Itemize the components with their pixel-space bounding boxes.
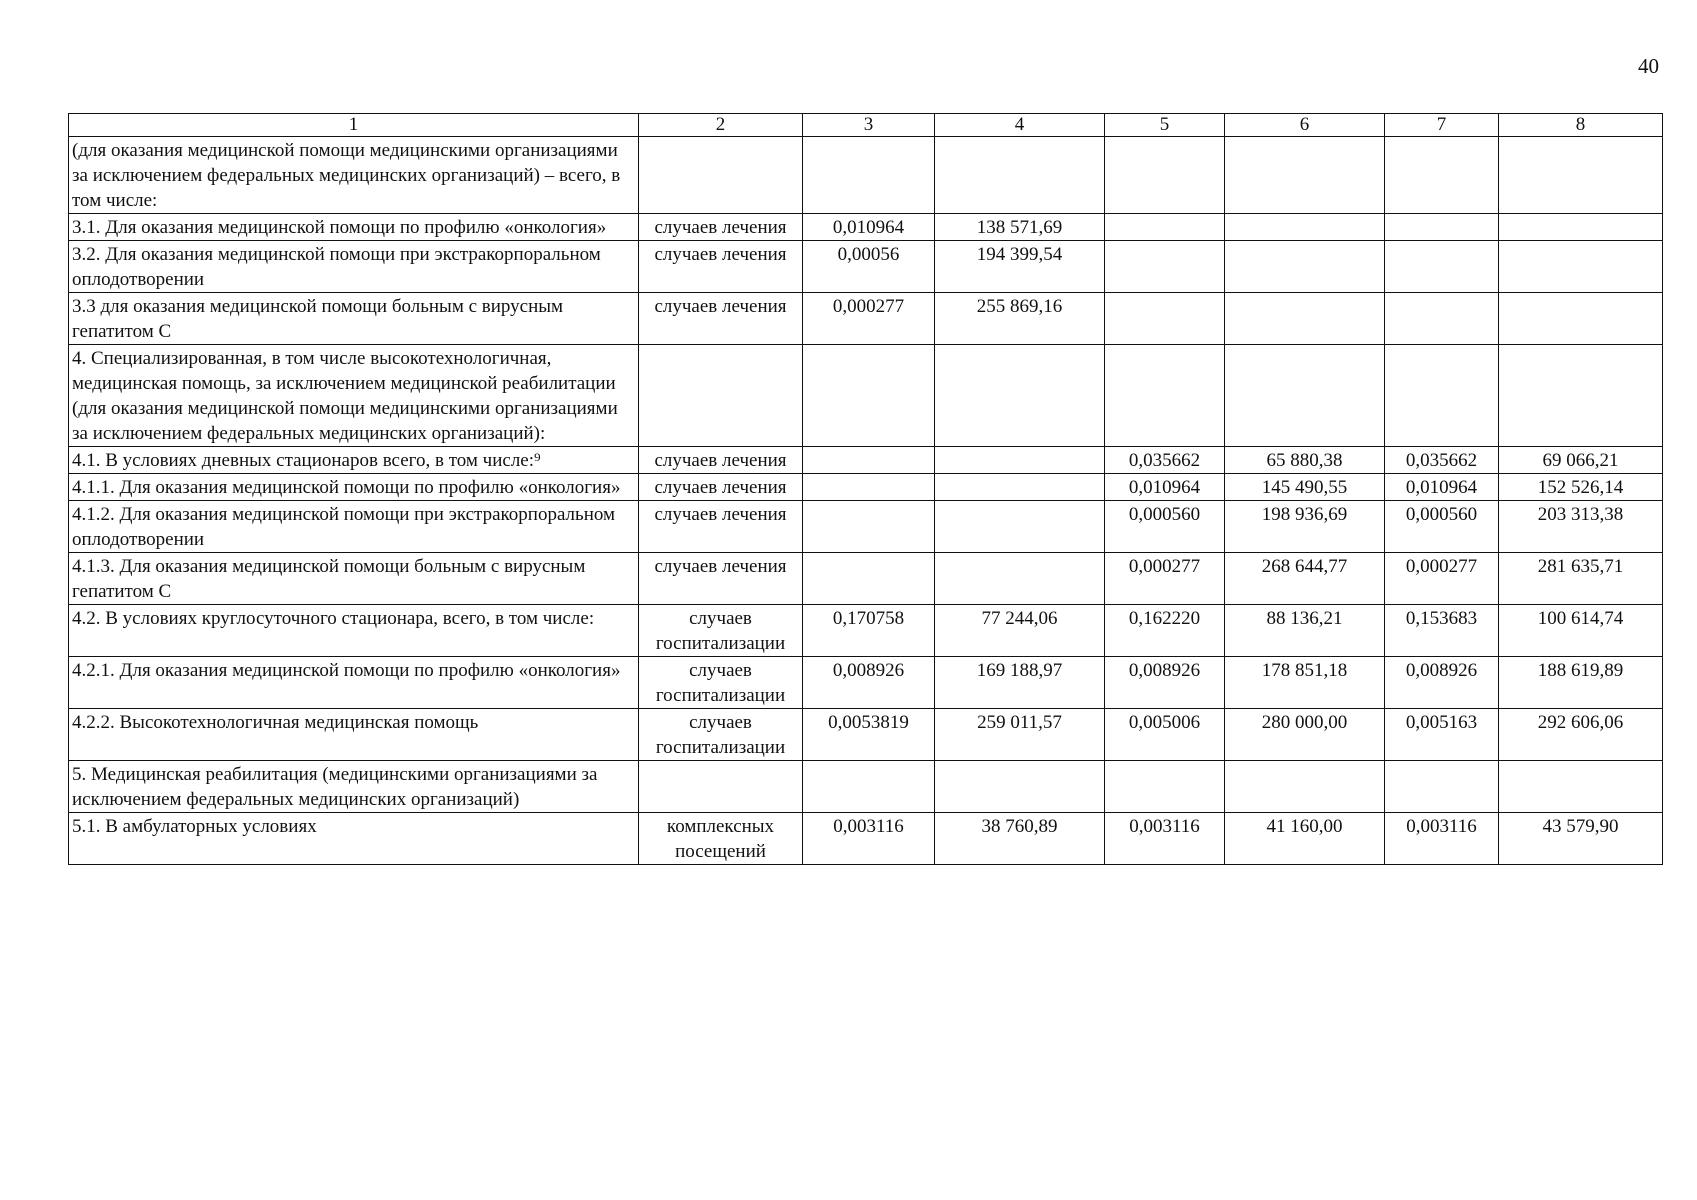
value-cell: 255 869,16 [935,293,1105,345]
value-cell: 0,010964 [1105,474,1225,501]
unit-cell [639,345,803,447]
value-cell [1499,137,1663,214]
row-label-cell: (для оказания медицинской помощи медицинскими организациями за исключением федеральных медицинских организаций) – всего, в том числе: [69,137,639,214]
value-cell: 88 136,21 [1225,605,1385,657]
table-row [69,345,1663,447]
table-row [69,501,1663,553]
page-number: 40 [1638,54,1659,78]
value-cell [1499,345,1663,447]
value-cell: 0,153683 [1385,605,1499,657]
value-cell [1499,241,1663,293]
value-cell: 280 000,00 [1225,709,1385,761]
row-label-cell: 3.3 для оказания медицинской помощи больным с вирусным гепатитом С [69,293,639,345]
row-label-cell: 4. Специализированная, в том числе высокотехнологичная, медицинская помощь, за исключением медицинской реабилитации (для оказания медицинской помощи медицинскими организациями за исключением федеральных медицинских организаций): [69,345,639,447]
table-row [69,137,1663,214]
value-cell: 0,008926 [1385,657,1499,709]
value-cell: 43 579,90 [1499,813,1663,865]
value-cell [1385,293,1499,345]
value-cell [1385,137,1499,214]
header-row [69,114,1663,137]
value-cell: 0,003116 [1385,813,1499,865]
unit-cell: случаев лечения [639,501,803,553]
row-label-cell: 5. Медицинская реабилитация (медицинскими организациями за исключением федеральных медицинских организаций) [69,761,639,813]
value-cell: 0,000277 [803,293,935,345]
header-cell: 4 [935,114,1105,137]
value-cell [1105,214,1225,241]
value-cell: 100 614,74 [1499,605,1663,657]
value-cell: 0,035662 [1105,447,1225,474]
value-cell [935,474,1105,501]
value-cell [803,137,935,214]
value-cell: 203 313,38 [1499,501,1663,553]
value-cell [1225,214,1385,241]
value-cell [1105,241,1225,293]
value-cell: 69 066,21 [1499,447,1663,474]
value-cell: 65 880,38 [1225,447,1385,474]
value-cell: 0,00056 [803,241,935,293]
unit-cell: случаев лечения [639,293,803,345]
value-cell: 178 851,18 [1225,657,1385,709]
value-cell [1499,293,1663,345]
value-cell [1499,761,1663,813]
value-cell: 77 244,06 [935,605,1105,657]
table-body [69,137,1663,865]
table-row [69,293,1663,345]
table-row [69,605,1663,657]
value-cell: 268 644,77 [1225,553,1385,605]
value-cell: 0,162220 [1105,605,1225,657]
unit-cell: случаев лечения [639,553,803,605]
value-cell [1385,214,1499,241]
unit-cell [639,761,803,813]
row-label-cell: 4.2.1. Для оказания медицинской помощи по профилю «онкология» [69,657,639,709]
value-cell [1225,345,1385,447]
value-cell: 0,008926 [1105,657,1225,709]
value-cell [1385,241,1499,293]
value-cell [1225,761,1385,813]
value-cell [1225,137,1385,214]
value-cell: 0,010964 [803,214,935,241]
row-label-cell: 3.1. Для оказания медицинской помощи по профилю «онкология» [69,214,639,241]
value-cell [935,501,1105,553]
value-cell: 0,000277 [1105,553,1225,605]
header-cell: 1 [69,114,639,137]
table-row [69,813,1663,865]
value-cell: 0,000560 [1105,501,1225,553]
value-cell [1385,761,1499,813]
value-cell: 281 635,71 [1499,553,1663,605]
unit-cell: случаев госпитализации [639,605,803,657]
value-cell: 0,008926 [803,657,935,709]
header-cell: 2 [639,114,803,137]
row-label-cell: 4.1.2. Для оказания медицинской помощи при экстракорпоральном оплодотворении [69,501,639,553]
value-cell [803,501,935,553]
unit-cell: случаев лечения [639,241,803,293]
value-cell: 194 399,54 [935,241,1105,293]
table-row [69,657,1663,709]
unit-cell: случаев лечения [639,447,803,474]
value-cell [1385,345,1499,447]
row-label-cell: 4.1.1. Для оказания медицинской помощи по профилю «онкология» [69,474,639,501]
table-row [69,214,1663,241]
table-row [69,241,1663,293]
value-cell [935,345,1105,447]
value-cell [803,474,935,501]
value-cell [1105,293,1225,345]
data-table [68,113,1663,865]
value-cell: 0,005163 [1385,709,1499,761]
value-cell [1105,761,1225,813]
header-cell: 5 [1105,114,1225,137]
table-row [69,761,1663,813]
value-cell: 198 936,69 [1225,501,1385,553]
value-cell: 292 606,06 [1499,709,1663,761]
value-cell: 0,170758 [803,605,935,657]
value-cell [935,447,1105,474]
value-cell [803,447,935,474]
value-cell: 0,003116 [803,813,935,865]
table-row [69,553,1663,605]
unit-cell [639,137,803,214]
unit-cell: случаев госпитализации [639,709,803,761]
value-cell: 0,003116 [1105,813,1225,865]
value-cell [803,345,935,447]
value-cell: 138 571,69 [935,214,1105,241]
value-cell: 0,035662 [1385,447,1499,474]
unit-cell: комплексных посещений [639,813,803,865]
header-cell: 3 [803,114,935,137]
value-cell [1105,137,1225,214]
value-cell [935,137,1105,214]
row-label-cell: 4.2. В условиях круглосуточного стационара, всего, в том числе: [69,605,639,657]
value-cell [1499,214,1663,241]
table-row [69,474,1663,501]
value-cell [803,761,935,813]
value-cell: 0,000560 [1385,501,1499,553]
value-cell [935,761,1105,813]
unit-cell: случаев госпитализации [639,657,803,709]
row-label-cell: 4.2.2. Высокотехнологичная медицинская помощь [69,709,639,761]
value-cell: 0,000277 [1385,553,1499,605]
value-cell: 145 490,55 [1225,474,1385,501]
value-cell [803,553,935,605]
value-cell: 0,010964 [1385,474,1499,501]
value-cell: 169 188,97 [935,657,1105,709]
table-row [69,709,1663,761]
value-cell: 188 619,89 [1499,657,1663,709]
value-cell [1225,293,1385,345]
value-cell: 152 526,14 [1499,474,1663,501]
row-label-cell: 4.1.3. Для оказания медицинской помощи больным с вирусным гепатитом С [69,553,639,605]
row-label-cell: 4.1. В условиях дневных стационаров всего, в том числе:⁹ [69,447,639,474]
header-cell: 7 [1385,114,1499,137]
value-cell: 38 760,89 [935,813,1105,865]
value-cell [1105,345,1225,447]
value-cell [1225,241,1385,293]
row-label-cell: 3.2. Для оказания медицинской помощи при экстракорпоральном оплодотворении [69,241,639,293]
row-label-cell: 5.1. В амбулаторных условиях [69,813,639,865]
unit-cell: случаев лечения [639,474,803,501]
unit-cell: случаев лечения [639,214,803,241]
value-cell [935,553,1105,605]
value-cell: 0,005006 [1105,709,1225,761]
value-cell: 0,0053819 [803,709,935,761]
value-cell: 41 160,00 [1225,813,1385,865]
header-cell: 6 [1225,114,1385,137]
value-cell: 259 011,57 [935,709,1105,761]
table-row [69,447,1663,474]
header-cell: 8 [1499,114,1663,137]
